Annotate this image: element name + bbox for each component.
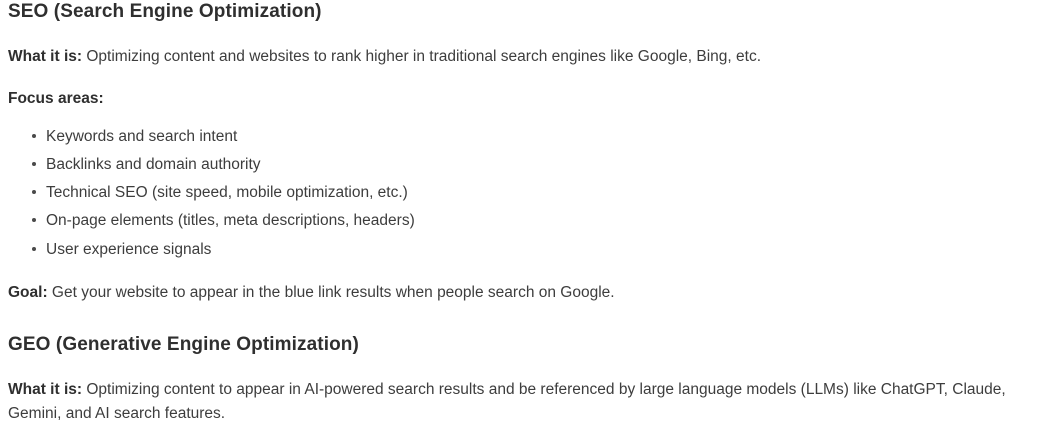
geo-what-it-is-text: Optimizing content to appear in AI-powered search results and be referenced by large language models (LLMs) like ChatGPT, Claude, Gemini, and AI search features. [8, 380, 1006, 422]
seo-what-it-is-paragraph [8, 45, 1029, 69]
seo-what-it-is-label: What it is: [8, 47, 83, 65]
geo-section-heading: GEO (Generative Engine Optimization) [8, 333, 359, 355]
geo-what-it-is-label: What it is: [8, 380, 83, 398]
geo-what-it-is-paragraph [8, 378, 1029, 426]
seo-goal-paragraph [8, 281, 1029, 305]
seo-what-it-is-text: Optimizing content and websites to rank higher in traditional search engines like Google, Bing, etc. [82, 47, 761, 65]
list-item: Technical SEO (site speed, mobile optimization, etc.) [32, 181, 1029, 204]
list-item: Keywords and search intent [32, 125, 1029, 148]
seo-goal-label: Goal: [8, 283, 48, 301]
seo-focus-areas-list [8, 125, 1029, 261]
list-item: Backlinks and domain authority [32, 153, 1029, 176]
page-title: SEO (Search Engine Optimization) [8, 1, 322, 22]
list-item: User experience signals [32, 238, 1029, 261]
seo-focus-areas-label: Focus areas: [8, 89, 104, 107]
list-item: On-page elements (titles, meta descriptions, headers) [32, 209, 1029, 232]
seo-goal-text: Get your website to appear in the blue link results when people search on Google. [47, 283, 615, 301]
